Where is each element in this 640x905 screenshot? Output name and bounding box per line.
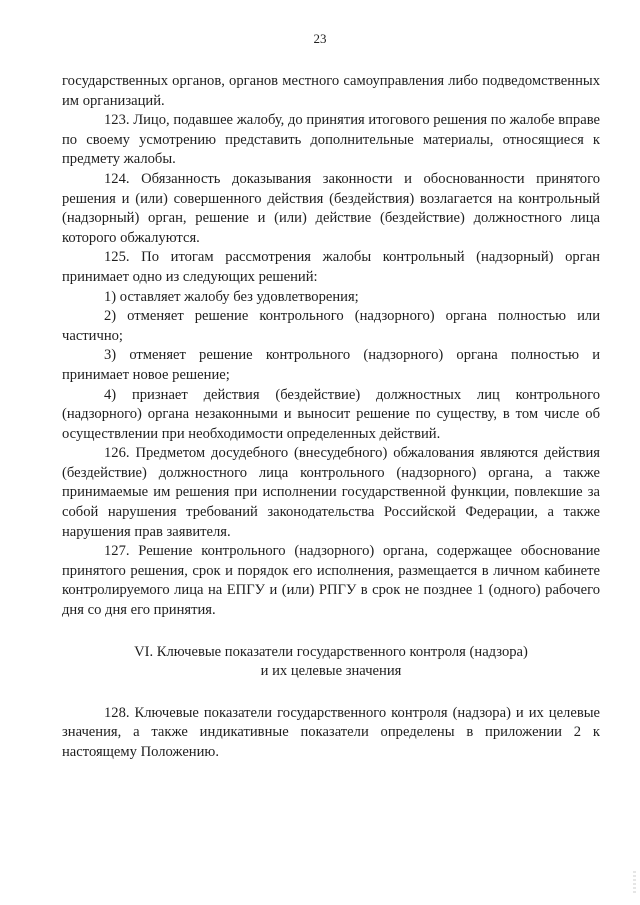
paragraph-124: 124. Обязанность доказывания законности и обоснованности принятого решения и (или) совершенного действия (бездействия) возлагается на контрольный (надзорный) орган, решение и (или) действие (бездействие) должностного лица которого обжалуются.	[62, 170, 600, 246]
list-item-3: 3) отменяет решение контрольного (надзорного) органа полностью и принимает новое решение;	[62, 347, 600, 383]
section-heading	[62, 643, 600, 682]
scan-artifact	[633, 871, 636, 895]
paragraph-continuation: государственных органов, органов местного самоуправления либо подведомственных им организаций.	[62, 73, 600, 109]
page-number: 23	[313, 31, 327, 46]
paragraph-123: 123. Лицо, подавшее жалобу, до принятия итогового решения по жалобе вправе по своему усмотрению представить дополнительные материалы, относящиеся к предмету жалобы.	[62, 112, 600, 168]
document-body	[62, 72, 600, 763]
paragraph-127: 127. Решение контрольного (надзорного) органа, содержащее обоснование принятого решения, срок и порядок его исполнения, размещается в личном кабинете контролируемого лица на ЕПГУ и (или) РПГУ в срок не позднее 1 (одного) рабочего дня со дня его принятия.	[62, 543, 600, 619]
paragraph-125: 125. По итогам рассмотрения жалобы контрольный (надзорный) орган принимает одно из следующих решений:	[62, 249, 600, 285]
section-heading-line-1: VI. Ключевые показатели государственного контроля (надзора)	[134, 643, 528, 660]
list-item-4: 4) признает действия (бездействие) должностных лиц контрольного (надзорного) органа незаконными и выносит решение по существу, в том числе об осуществлении при необходимости определенных действий.	[62, 386, 600, 442]
paragraph-128: 128. Ключевые показатели государственного контроля (надзора) и их целевые значения, а также индикативные показатели определены в приложении 2 к настоящему Положению.	[62, 704, 600, 760]
paragraph-126: 126. Предметом досудебного (внесудебного) обжалования являются действия (бездействие) должностного лица контрольного (надзорного) органа, а также принимаемые им решения при исполнении государственной функции, повлекшие за собой нарушения требований законодательства Российской Федерации, а также нарушения прав заявителя.	[62, 445, 600, 540]
list-item-2: 2) отменяет решение контрольного (надзорного) органа полностью или частично;	[62, 308, 600, 344]
section-heading-line-2: и их целевые значения	[260, 663, 402, 680]
list-item-1: 1) оставляет жалобу без удовлетворения;	[104, 288, 359, 305]
